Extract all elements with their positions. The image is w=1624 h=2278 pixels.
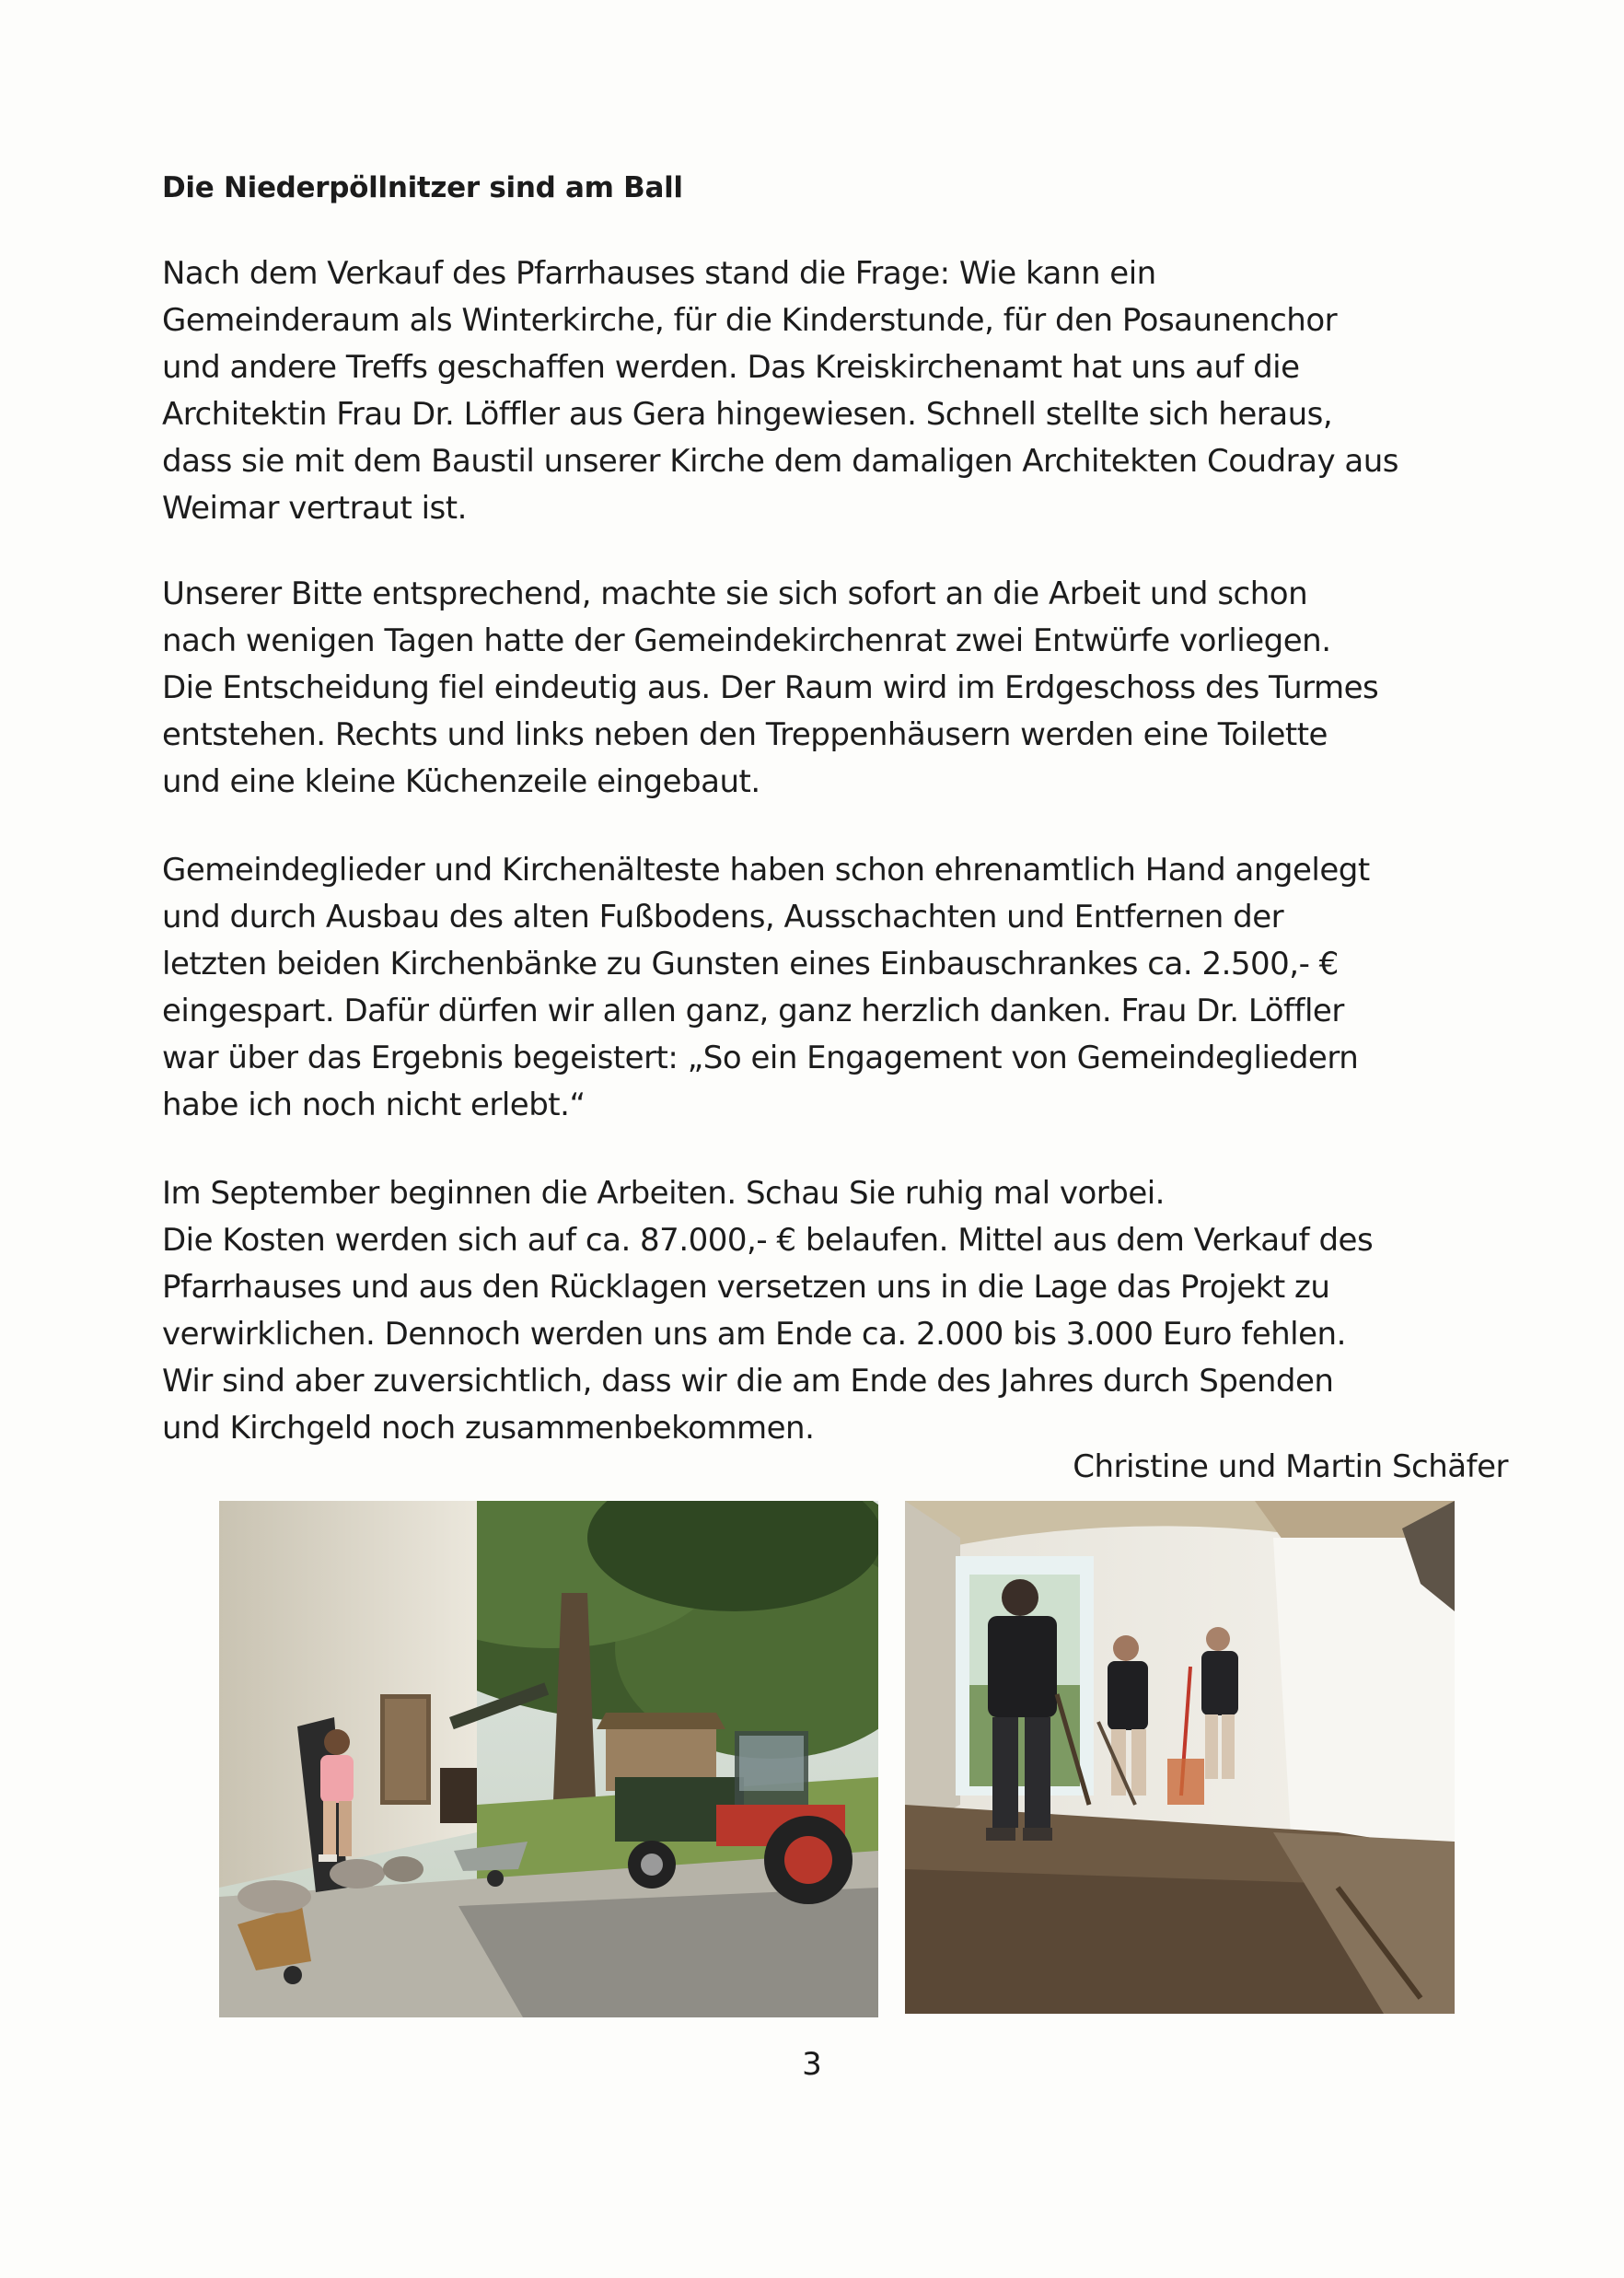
- paragraph-line: Die Kosten werden sich auf ca. 87.000,- € belaufen. Mittel aus dem Verkauf des: [162, 1222, 1374, 1259]
- paragraph-2: [162, 571, 1451, 806]
- paragraph-line: verwirklichen. Dennoch werden uns am Ende ca. 2.000 bis 3.000 Euro fehlen.: [162, 1316, 1346, 1353]
- paragraph-line: dass sie mit dem Baustil unserer Kirche dem damaligen Architekten Coudray aus: [162, 443, 1399, 480]
- paragraph-line: Die Entscheidung fiel eindeutig aus. Der Raum wird im Erdgeschoss des Turmes: [162, 669, 1379, 706]
- photo-floor-excavation: [905, 1501, 1455, 2014]
- paragraph-line: war über das Ergebnis begeistert: „So ein Engagement von Gemeindegliedern: [162, 1040, 1359, 1076]
- paragraph-1: [162, 250, 1451, 532]
- paragraph-line: Im September beginnen die Arbeiten. Schau Sie ruhig mal vorbei.: [162, 1175, 1165, 1212]
- paragraph-line: Wir sind aber zuversichtlich, dass wir die am Ende des Jahres durch Spenden: [162, 1363, 1334, 1400]
- paragraph-line: Weimar vertraut ist.: [162, 490, 467, 527]
- page-number: 3: [802, 2046, 822, 2083]
- paragraph-line: und Kirchgeld noch zusammenbekommen.: [162, 1410, 815, 1447]
- photo-floor-excavation-image: [905, 1501, 1455, 2014]
- paragraph-line: und andere Treffs geschaffen werden. Das Kreiskirchenamt hat uns auf die: [162, 349, 1300, 386]
- paragraph-line: Unserer Bitte entsprechend, machte sie sich sofort an die Arbeit und schon: [162, 575, 1308, 612]
- paragraph-line: nach wenigen Tagen hatte der Gemeindekirchenrat zwei Entwürfe vorliegen.: [162, 622, 1331, 659]
- article-author: Christine und Martin Schäfer: [1073, 1448, 1508, 1485]
- article-title: Die Niederpöllnitzer sind am Ball: [162, 171, 683, 204]
- paragraph-line: und eine kleine Küchenzeile eingebaut.: [162, 763, 760, 800]
- paragraph-line: letzten beiden Kirchenbänke zu Gunsten eines Einbauschrankes ca. 2.500,- €: [162, 946, 1339, 982]
- paragraph-line: entstehen. Rechts und links neben den Treppenhäusern werden eine Toilette: [162, 716, 1328, 753]
- paragraph-line: eingespart. Dafür dürfen wir allen ganz, ganz herzlich danken. Frau Dr. Löffler: [162, 993, 1344, 1029]
- photo-tractor-yard-image: [219, 1501, 878, 2017]
- paragraph-line: und durch Ausbau des alten Fußbodens, Ausschachten und Entfernen der: [162, 899, 1284, 936]
- paragraph-line: Pfarrhauses und aus den Rücklagen versetzen uns in die Lage das Projekt zu: [162, 1269, 1330, 1306]
- paragraph-line: Architektin Frau Dr. Löffler aus Gera hingewiesen. Schnell stellte sich heraus,: [162, 396, 1333, 433]
- paragraph-4: [162, 1170, 1451, 1452]
- paragraph-line: Nach dem Verkauf des Pfarrhauses stand die Frage: Wie kann ein: [162, 255, 1156, 292]
- photo-tractor-yard: [219, 1501, 878, 2017]
- paragraph-3: [162, 847, 1451, 1129]
- paragraph-line: Gemeinderaum als Winterkirche, für die Kinderstunde, für den Posaunenchor: [162, 302, 1338, 339]
- paragraph-line: habe ich noch nicht erlebt.“: [162, 1087, 586, 1123]
- paragraph-line: Gemeindeglieder und Kirchenälteste haben schon ehrenamtlich Hand angelegt: [162, 852, 1370, 889]
